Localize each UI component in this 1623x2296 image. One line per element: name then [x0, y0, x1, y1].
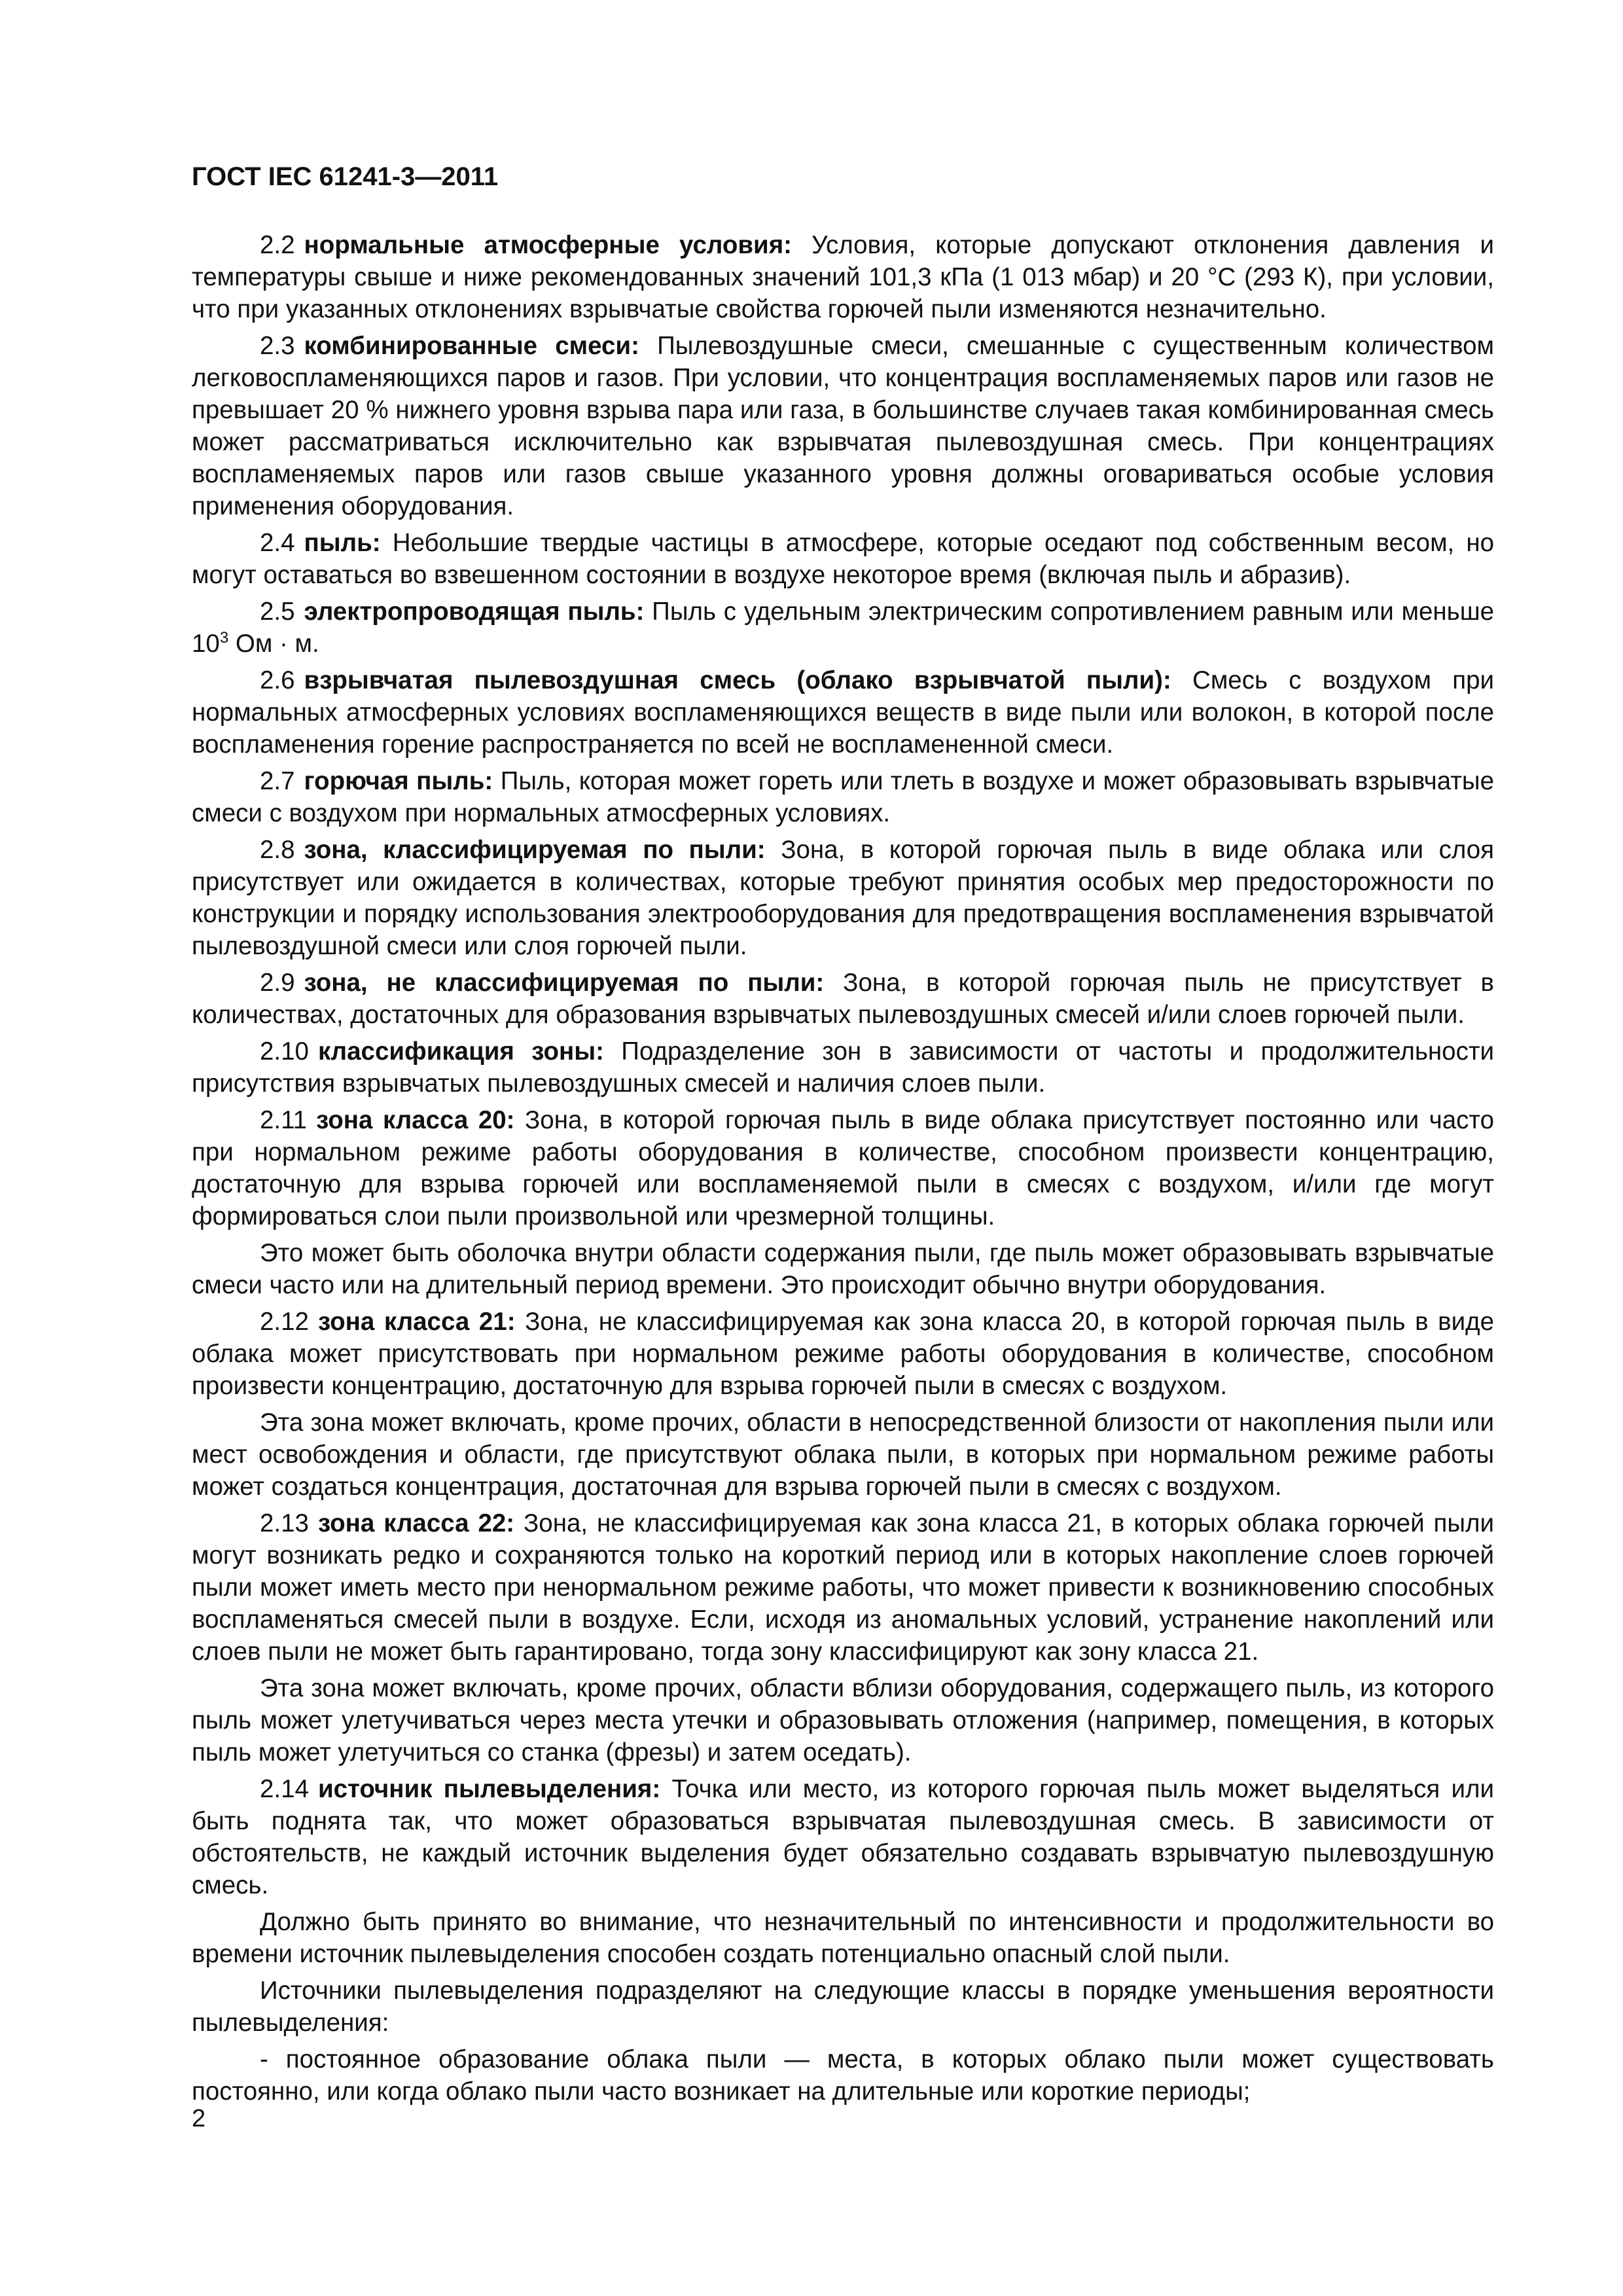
text-paragraph — [192, 1975, 1494, 2039]
clause-text: Точка или место, из которого горючая пыль может выделяться или быть поднята так, что может образоваться взрывчатая пылевоздушная смесь. В зависимости от обстоятельств, не каждый источник выделения будет обязательно создавать взрывчатую пылевоздушную смесь. — [192, 1775, 1494, 1899]
definition-paragraph — [192, 834, 1494, 962]
superscript: 3 — [219, 629, 229, 647]
clause-number: 2.11 — [260, 1106, 308, 1134]
definition-paragraph — [192, 1773, 1494, 1901]
text-paragraph — [192, 1906, 1494, 1970]
clause-number: 2.13 — [260, 1509, 309, 1537]
definition-paragraph — [192, 765, 1494, 829]
clause-text: Должно быть принято во внимание, что незначительный по интенсивности и продолжительности во времени источник пылевыделения способен создать потенциально опасный слой пыли. — [192, 1908, 1494, 1968]
clause-text: Небольшие твердые частицы в атмосфере, которые оседают под собственным весом, но могут оставаться во взвешенном состоянии в воздухе некоторое время (включая пыль и абразив). — [192, 529, 1494, 589]
definition-paragraph — [192, 664, 1494, 761]
clause-text-after: Ом · м. — [228, 630, 319, 658]
definition-paragraph — [192, 330, 1494, 522]
clause-text: Пыль, которая может гореть или тлеть в воздухе и может образовывать взрывчатые смеси с воздухом при нормальных атмосферных условиях. — [192, 767, 1494, 827]
definition-paragraph — [192, 967, 1494, 1031]
definition-paragraph — [192, 1104, 1494, 1232]
text-paragraph — [192, 1407, 1494, 1503]
clause-number: 2.6 — [260, 666, 295, 694]
clause-text: Это может быть оболочка внутри области содержания пыли, где пыль может образовывать взрывчатые смеси часто или на длительный период времени. Это происходит обычно внутри оборудования. — [192, 1239, 1494, 1299]
term: электропроводящая пыль: — [304, 598, 645, 626]
definition-paragraph — [192, 596, 1494, 660]
term: горючая пыль: — [304, 767, 493, 795]
clause-text: Подразделение зон в зависимости от частоты и продолжительности присутствия взрывчатых пылевоздушных смесей и наличия слоев пыли. — [192, 1037, 1494, 1098]
clause-text: Пылевоздушные смеси, смешанные с существенным количеством легковоспламеняющихся паров и газов. При условии, что концентрация воспламеняемых паров или газов не превышает 20 % нижнего уровня взрыва пара или газа, в большинстве случаев такая комбинированная смесь может рассматриваться исключительно как взрывчатая пылевоздушная смесь. При концентрациях воспламеняемых паров или газов свыше указанного уровня должны оговариваться особые условия применения оборудования. — [192, 332, 1494, 520]
text-paragraph — [192, 1237, 1494, 1301]
term: зона класса 21: — [317, 1308, 516, 1336]
definition-paragraph — [192, 1306, 1494, 1402]
clause-number: 2.3 — [260, 332, 295, 360]
clause-number: 2.2 — [260, 231, 295, 259]
clause-text: Смесь с воздухом при нормальных атмосферных условиях воспламеняющихся веществ в виде пыли или волокон, в которой после воспламенения горение распространяется по всей не воспламененной смеси. — [192, 666, 1494, 759]
clause-number: 2.10 — [260, 1037, 309, 1066]
term: зона класса 20: — [316, 1106, 515, 1134]
clause-number: 2.5 — [260, 598, 295, 626]
clause-text: Зона, не классифицируемая как зона класса 20, в которой горючая пыль в виде облака может присутствовать при нормальном режиме работы оборудования в количестве, способном произвести концентрацию, достаточную для взрыва горючей пыли в смесях с воздухом. — [192, 1308, 1494, 1400]
clause-text: Эта зона может включать, кроме прочих, области вблизи оборудования, содержащего пыль, из которого пыль может улетучиваться через места утечки и образовывать отложения (например, помещения, в которых пыль может улетучиться со станка (фрезы) и затем оседать). — [192, 1674, 1494, 1767]
page-number: 2 — [192, 2105, 206, 2132]
clause-number: 2.8 — [260, 836, 295, 864]
clause-number: 2.9 — [260, 969, 295, 997]
term: классификация зоны: — [317, 1037, 604, 1066]
clause-number: 2.12 — [260, 1308, 309, 1336]
term: источник пылевыделения: — [317, 1775, 661, 1803]
definition-paragraph — [192, 229, 1494, 325]
clause-text: Зона, в которой горючая пыль не присутствует в количествах, достаточных для образования взрывчатых пылевоздушных смесей и/или слоев горючей пыли. — [192, 969, 1494, 1029]
definition-paragraph — [192, 527, 1494, 591]
clause-number: 2.4 — [260, 529, 295, 557]
clause-text: Зона, в которой горючая пыль в виде облака или слоя присутствует или ожидается в количествах, которые требуют принятия особых мер предосторожности по конструкции и порядку использования электрооборудования для предотвращения воспламенения взрывчатой пылевоздушной смеси или слоя горючей пыли. — [192, 836, 1494, 960]
term: пыль: — [304, 529, 381, 557]
clause-text: Зона, не классифицируемая как зона класса 21, в которых облака горючей пыли могут возникать редко и сохраняются только на короткий период или в которых накопление слоев горючей пыли может иметь место при ненормальном режиме работы, что может привести к возникновению способных воспламеняться смесей пыли в воздухе. Если, исходя из аномальных условий, устранение накоплений или слоев пыли не может быть гарантировано, тогда зону классифицируют как зону класса 21. — [192, 1509, 1494, 1666]
term: зона класса 22: — [317, 1509, 515, 1537]
clause-text: Источники пылевыделения подразделяют на следующие классы в порядке уменьшения вероятности пылевыделения: — [192, 1977, 1494, 2037]
text-paragraph — [192, 1672, 1494, 1768]
clause-number: 2.7 — [260, 767, 295, 795]
text-paragraph — [192, 2043, 1494, 2108]
term: комбинированные смеси: — [304, 332, 639, 360]
document-body — [192, 229, 1494, 2112]
clause-text: Эта зона может включать, кроме прочих, области в непосредственной близости от накопления пыли или мест освобождения и области, где присутствуют облака пыли, в которых при нормальном режиме работы может создаться концентрация, достаточная для взрыва горючей пыли в смесях с воздухом. — [192, 1408, 1494, 1501]
definition-paragraph — [192, 1507, 1494, 1668]
clause-text: - постоянное образование облака пыли — места, в которых облако пыли может существовать постоянно, или когда облако пыли часто возникает на длительные или короткие периоды; — [192, 2045, 1494, 2106]
clause-number: 2.14 — [260, 1775, 309, 1803]
term: нормальные атмосферные условия: — [304, 231, 792, 259]
clause-text: Условия, которые допускают отклонения давления и температуры свыше и ниже рекомендованных значений 101,3 кПа (1 013 мбар) и 20 °С (293 К), при условии, что при указанных отклонениях взрывчатые свойства горючей пыли изменяются незначительно. — [192, 231, 1494, 323]
clause-text: Зона, в которой горючая пыль в виде облака присутствует постоянно или часто при нормальном режиме работы оборудования в количестве, способном произвести концентрацию, достаточную для взрыва горючей или воспламеняемой пыли в смесях с воздухом, и/или где могут формироваться слои пыли произвольной или чрезмерной толщины. — [192, 1106, 1494, 1230]
term: зона, не классифицируемая по пыли: — [304, 969, 825, 997]
clause-text: Пыль с удельным электрическим сопротивлением равным или меньше 10 — [192, 598, 1494, 658]
definition-paragraph — [192, 1035, 1494, 1100]
term: зона, классифицируемая по пыли: — [304, 836, 766, 864]
term: взрывчатая пылевоздушная смесь (облако взрывчатой пыли): — [304, 666, 1171, 694]
document-code-header: ГОСТ IEC 61241-3—2011 — [192, 162, 499, 191]
